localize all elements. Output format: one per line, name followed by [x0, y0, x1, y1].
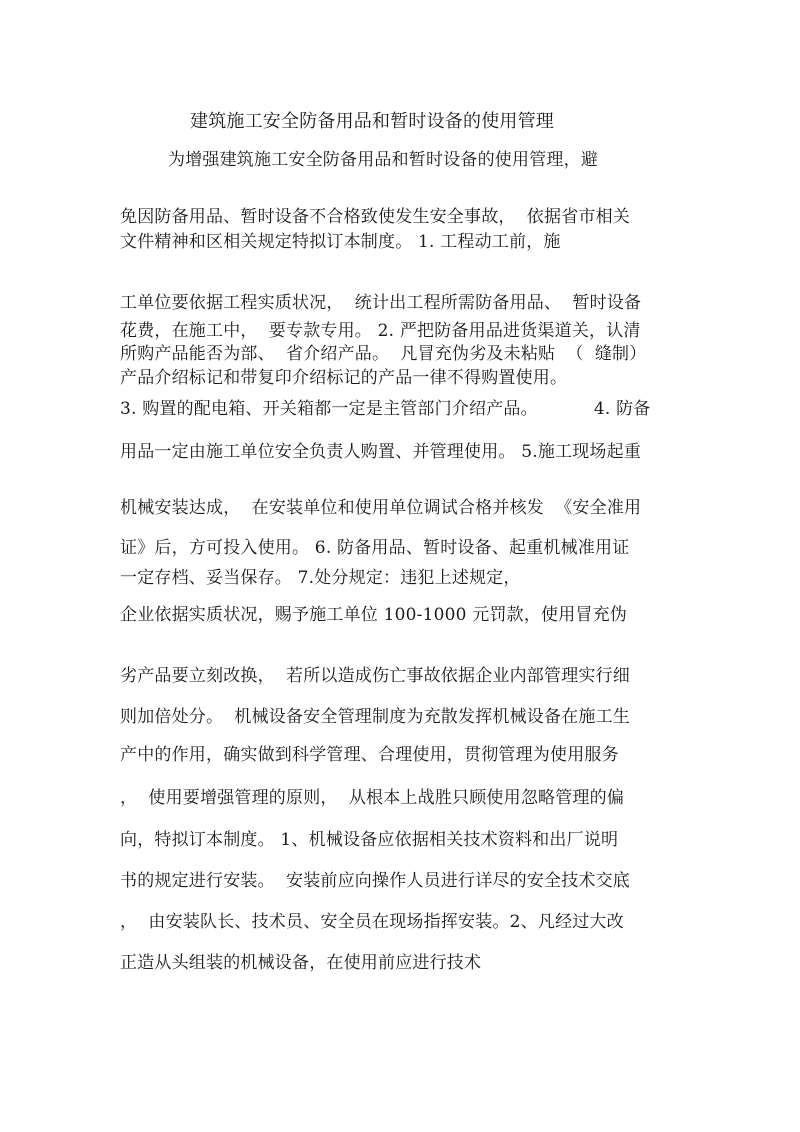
paragraph-line: 一定存档、妥当保存。 7.处分规定：违犯上述规定，	[120, 568, 521, 588]
paragraph-line: 企业依据实质状况，赐予施工单位 100-1000 元罚款，使用冒充伪	[120, 605, 628, 625]
paragraph-line: 劣产品要立刻改换， 若所以造成伤亡事故依据企业内部管理实行细	[120, 666, 631, 686]
paragraph-line: 为增强建筑施工安全防备用品和暂时设备的使用管理，避	[168, 150, 598, 170]
paragraph-line: 免因防备用品、暂时设备不合格致使发生安全事故， 依据省市相关	[120, 207, 631, 227]
paragraph-line: 产中的作用，确实做到科学管理、合理使用，贯彻管理为使用服务	[120, 745, 619, 765]
paragraph-line: 则加倍处分。 机械设备安全管理制度为充散发挥机械设备在施工生	[120, 707, 631, 727]
paragraph-line: 书的规定进行安装。 安装前应向操作人员进行详尽的安全技术交底	[120, 871, 631, 891]
paragraph-line: 花费，在施工中， 要专款专用。 2. 严把防备用品进货渠道关，认清	[120, 321, 641, 341]
paragraph-line: 向，特拟订本制度。 1、机械设备应依据相关技术资料和出厂说明	[120, 830, 619, 850]
paragraph-line: 工单位要依据工程实质状况， 统计出工程所需防备用品、 暂时设备	[120, 293, 642, 313]
paragraph-line: 所购产品能否为部、 省介绍产品。 凡冒充伪劣及未粘贴 （ 缝制）	[120, 344, 647, 364]
paragraph-line: ， 使用要增强管理的原则， 从根本上战胜只顾使用忽略管理的偏	[120, 788, 625, 808]
paragraph-line: 用品一定由施工单位安全负责人购置、并管理使用。 5.施工现场起重	[120, 442, 642, 462]
document-title: 建筑施工安全防备用品和暂时设备的使用管理	[190, 111, 554, 132]
paragraph-line: ， 由安装队长、技术员、安全员在现场指挥安装。2、凡经过大改	[120, 912, 624, 932]
paragraph-line: 机械安装达成， 在安装单位和使用单位调试合格并核发 《安全准用	[120, 498, 642, 518]
paragraph-line: 3. 购置的配电箱、开关箱都一定是主管部门介绍产品。 4. 防备	[120, 399, 651, 419]
paragraph-line: 证》后，方可投入使用。 6. 防备用品、暂时设备、起重机械准用证	[120, 538, 630, 558]
paragraph-line: 正造从头组装的机械设备，在使用前应进行技术	[120, 953, 482, 973]
paragraph-line: 产品介绍标记和带复印介绍标记的产品一律不得购置使用。	[120, 368, 568, 388]
paragraph-line: 文件精神和区相关规定特拟订本制度。 1. 工程动工前，施	[120, 232, 561, 252]
